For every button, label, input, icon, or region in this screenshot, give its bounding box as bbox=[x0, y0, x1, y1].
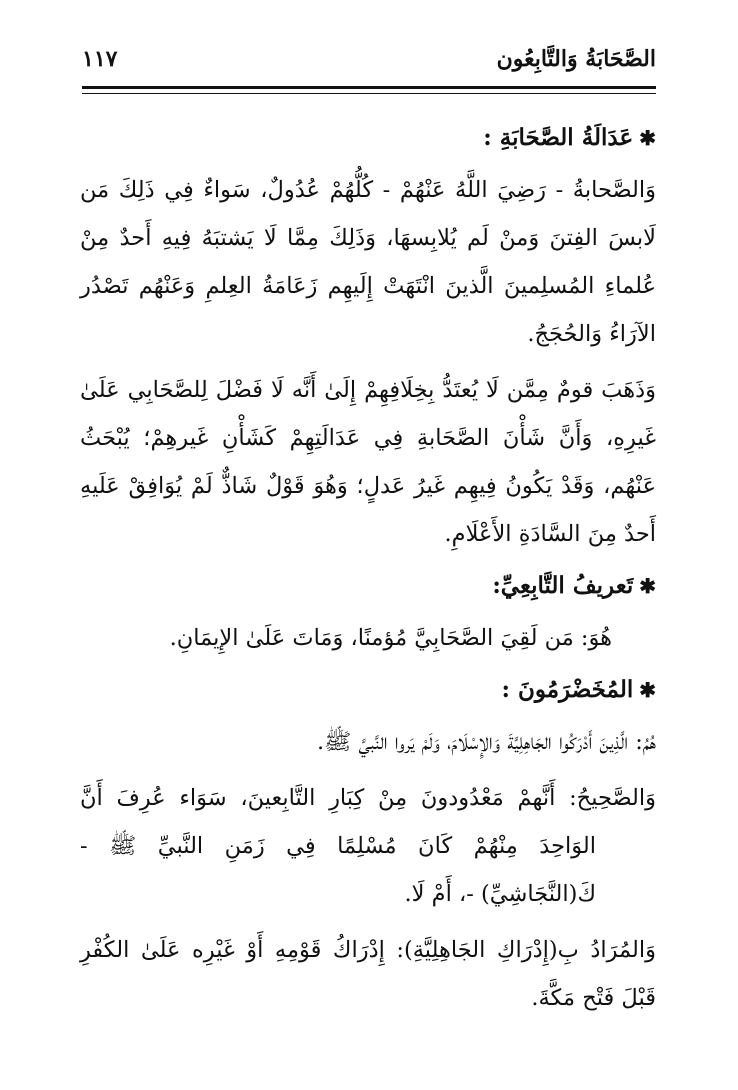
asterisk-icon: ✱ bbox=[639, 678, 656, 702]
asterisk-icon: ✱ bbox=[639, 574, 656, 598]
paragraph: وَالمُرَادُ بِ(إِدْرَاكِ الجَاهِلِيَّةِ): إِدْرَاكُ قَوْمِهِ أَوْ غَيْرِه عَلَىٰ الكُفْرِ قَبْلَ فَتْح مَكَّةَ. bbox=[80, 937, 656, 1011]
header-rule-thin bbox=[82, 93, 656, 94]
section-heading-companions-integrity bbox=[80, 118, 656, 158]
page-number: ١١٧ bbox=[82, 46, 118, 72]
section-heading-text: المُخَضْرَمُونَ : bbox=[501, 676, 634, 703]
page-body bbox=[80, 110, 656, 1030]
section-heading-mukhadramun bbox=[80, 670, 656, 710]
paragraph: وَذَهَبَ قومٌ مِمَّن لَا يُعتَدُّ بِخِلَافِهِمْ إِلَىٰ أَنَّه لَا فَضْلَ لِلصَّحَابِي عَلَىٰ غَيرِهِ، وَأَنَّ شَأْنَ الصَّحَابةِ فِي عَدَالَتِهِمْ كَشَأْنِ غَيرهِمْ؛ يُبْحَثُ عَنْهُم، وَقَدْ يَكُونُ فِيهِم غَيرُ عَدلٍ؛ وَهُوَ قَوْلٌ شَاذٌّ لَمْ يُوَافِقْ عَلَيهِ أَحدٌ مِنَ السَّادَةِ الأَعْلَامِ. bbox=[80, 377, 656, 547]
asterisk-icon: ✱ bbox=[639, 126, 656, 150]
section-heading-text: تَعريفُ التَّابِعِيِّ: bbox=[492, 572, 634, 599]
paragraph: وَالصَّحِيحُ: أَنَّهمْ مَعْدُودونَ مِنْ كِبَارِ التَّابِعينَ، سَوَاء عُرِفَ أَنَّ الوَاحِدَ مِنْهُمْ كَانَ مُسْلِمًا فِي زَمَنِ النَّبيِّ ﷺ - كَ(النَّجَاشِيِّ) -، أَمْ لَا. bbox=[80, 785, 656, 907]
paragraph: وَالصَّحابةُ - رَضِيَ اللَّهُ عَنْهُمْ - كُلُّهُمْ عُدُولٌ، سَواءٌ فِي ذَلِكَ مَن لَابسَ الفِتنَ وَمنْ لَم يُلابِسهَا، وَذَلِكَ مِمَّا لَا يَشتبَهُ فِيهِ أَحدٌ مِنْ عُلماءِ المُسلِمينَ الَّذينَ انْتَهَتْ إِلَيهِم زَعَامَةُ العِلمِ وَعَنْهُم تَصْدُر الآرَاءُ وَالحُجَجُ. bbox=[80, 177, 656, 347]
running-header bbox=[82, 46, 656, 72]
header-rule-thick bbox=[82, 86, 656, 89]
paragraph: هُوَ: مَن لَقِيَ الصَّحَابِيَّ مُؤمنًا، وَمَاتَ عَلَىٰ الإِيمَانِ. bbox=[169, 625, 612, 651]
paragraph: هُمُ: الَّذِينَ أَدْرَكُوا الجَاهِلِيَّةَ وَالإِسْلَامَ، وَلَمْ يَروا النَّبيَّ ﷺ. bbox=[317, 729, 656, 755]
running-title: الصَّحَابَةُ وَالتَّابِعُون bbox=[496, 46, 656, 72]
section-heading-tabii-definition bbox=[80, 566, 656, 606]
section-heading-text: عَدَالَةُ الصَّحَابَةِ : bbox=[483, 124, 634, 151]
